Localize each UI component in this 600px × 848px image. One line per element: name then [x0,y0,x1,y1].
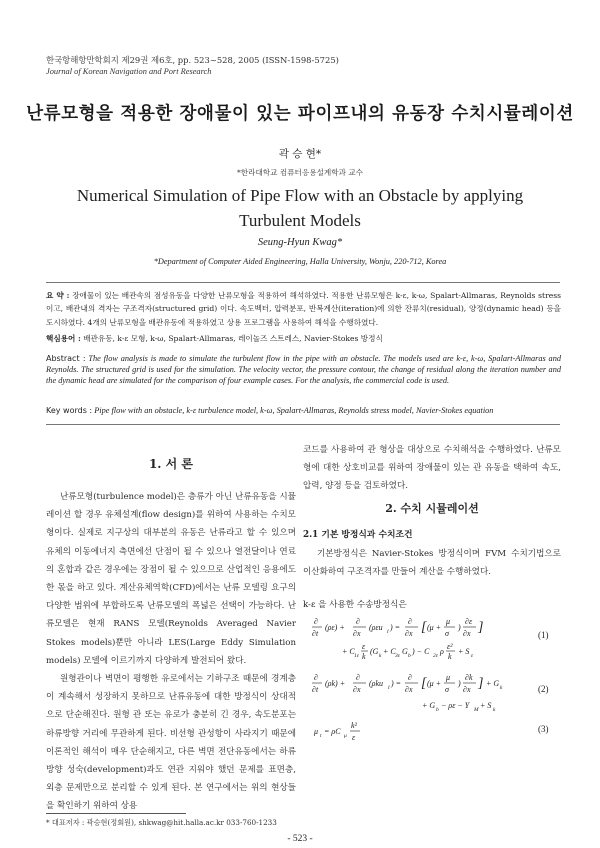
svg-text:) − C: ) − C [412,647,430,656]
svg-text:(μ +: (μ + [427,623,442,632]
keywords-korean-text: 배관유동, k-ε 모형, k-ω, Spalart-Allmaras, 레이놀즈 스트레스, Navier-Stokes 방정식 [83,334,383,343]
svg-text:∂: ∂ [408,673,412,682]
governing-equations-paragraph: 기본방정식은 Navier-Stokes 방정식이며 FVM 수치기법으로 이산화하여 구조격자를 만들어 계산을 수행하였다. [303,549,561,578]
equation-1-number: (1) [538,630,549,640]
title-english-line1: Numerical Simulation of Pipe Flow with an Obstacle by applying [76,186,524,205]
equation-intro: k-ε 을 사용한 수송방정식은 [303,600,407,610]
intro-continuation: 코드를 사용하여 관 형상을 대상으로 수치해석을 수행하였다. 난류모형에 대한 상호비교를 위하여 장애물이 있는 관 유동을 택하여 속도, 압력, 양정 등을 검토하였다. [303,445,561,492]
svg-text:μ: μ [314,727,319,736]
svg-text:ρ: ρ [440,647,444,656]
svg-text:∂x: ∂x [353,629,361,638]
svg-text:∂x: ∂x [353,685,361,694]
svg-text:∂: ∂ [356,673,360,682]
svg-text:): ) [458,679,461,688]
title-english [60,183,540,233]
svg-text:(ρku: (ρku [369,679,384,688]
section-heading-numerical-simulation: 2. 수치 시뮬레이션 [385,502,479,515]
subsection-heading-governing-equations: 2.1 기본 방정식과 수치조건 [303,530,413,540]
svg-text:i: i [388,685,390,691]
svg-text:k: k [448,652,452,661]
title-korean: 난류모형을 적용한 장애물이 있는 파이프내의 유동장 수치시뮬레이션 [26,104,574,124]
affiliation-korean: *한라대학교 컴퓨터응용설계학과 교수 [237,168,363,177]
intro-paragraph-2: 원형관이나 벽면이 평행한 유로에서는 기하구조 때문에 경계층이 계속해서 성장하지 못하므로 난류유동에 대한 방정식이 상대적으로 단순해진다. 원형 관 또는 유로가 충분히 긴 경우, 속도분포는 하류방향 거리에 무관하게 된다. 비선형 관성항이 사라지기 때문에 이론적인 해석이 매우 단순해지고, 다른 벽면 전단유동에서는 하류방향 성숙(development)과도 연관 지워야 했던 문제를 표면층, 외층 문제만으로 분리할 수 있게 된다. 본 연구에서는 위의 현상들을 확인하기 위하여 상용 [46,674,296,812]
svg-text:[: [ [421,676,427,691]
svg-text:[: [ [421,620,427,635]
footnote-corresponding-author: * 대표저자 : 곽승현(정회원), shkwag@hit.halla.ac.kr 033-760-1233 [46,818,277,827]
svg-text:k²: k² [351,721,357,730]
keywords-english [46,406,561,415]
keywords-korean-label: 핵심용어 : [46,334,81,343]
affiliation-english: *Department of Computer Aided Engineering, Halla University, Wonju, 220-712, Korea [153,257,447,266]
abstract-english-label: Abstract : [46,354,86,363]
svg-text:∂x: ∂x [463,629,471,638]
svg-text:k: k [500,685,503,691]
abstract-korean-label: 요 약 : [46,291,70,300]
svg-text:ε: ε [471,653,474,659]
keywords-english-label: Key words : [46,406,93,415]
abstract-bottom-rule [46,424,560,425]
svg-text:): ) [458,623,461,632]
svg-text:∂x: ∂x [405,629,413,638]
svg-text:∂t: ∂t [312,629,319,638]
svg-text:μ: μ [446,617,451,626]
svg-text:∂: ∂ [314,617,318,626]
svg-text:k: k [362,652,366,661]
svg-text:σ: σ [445,629,449,638]
svg-text:∂t: ∂t [312,685,319,694]
author-english: Seung-Hyun Kwag* [257,237,343,248]
svg-text:∂: ∂ [314,673,318,682]
svg-text:+ S: + S [480,701,492,710]
svg-text:∂x: ∂x [463,685,471,694]
svg-text:i: i [387,629,389,635]
svg-text:+ G: + G [422,701,436,710]
svg-text:(ρεu: (ρεu [369,623,383,632]
svg-text:3ε: 3ε [395,653,400,659]
svg-text:ε: ε [352,733,356,742]
equation-1 [312,614,532,664]
svg-text:+ S: + S [458,647,470,656]
svg-text:(μ +: (μ + [427,679,442,688]
abstract-top-rule [46,282,560,283]
journal-name-en: Journal of Korean Navigation and Port Research [46,67,212,76]
abstract-english-text: The flow analysis is made to simulate the turbulent flow in the pipe with an obstacle. The models used are k-ε, k-ω, Spalart-Allmaras and Reynolds. The structured grid is used for the simulation. The velocity vector, the pressure contour, the change of residual along the iteration number and the dynamic head are simulated for the comparison of four example cases. For the analysis, the commercial code is used. [46,354,562,386]
svg-text:ε: ε [362,642,366,651]
svg-text:]: ] [478,620,484,635]
svg-text:∂k: ∂k [465,673,473,682]
svg-text:(ρk) +: (ρk) + [325,679,346,688]
svg-text:σ: σ [445,685,449,694]
equation-3-number: (3) [538,724,549,734]
svg-text:1ε: 1ε [354,653,359,659]
svg-text:∂: ∂ [356,617,360,626]
svg-text:μ: μ [344,733,347,739]
svg-text:b: b [408,653,411,659]
svg-text:G: G [402,647,408,656]
intro-paragraph-1: 난류모형(turbulence model)은 층류가 아닌 난류유동을 시뮬레이션 할 경우 유체설계(flow design)를 위하여 사용하는 수치모형이다. 실제로 지구상의 대부분의 유동은 난류라고 할 수 있으며 유체의 이동에너지 측면에선 단점이 될 수 있으나 열전달이나 연료의 혼합과 같은 경우에는 장점이 될 수 있으므로 산업적인 응용에도 한 몫을 하고 있다. 계산유체역학(CFD)에서는 난류 모델링 요구의 다양한 범위에 부합하도록 난류모델의 폭넓은 선택이 가능하다. 난류모델은 현재 RANS 모델(Reynolds Averaged Navier Stokes models)뿐만 아니라 LES(Large Eddy Simulation models) 모델에 이르기까지 다양하게 발전되어 왔다. [46,492,296,666]
svg-text:k: k [493,707,496,713]
svg-text:∂: ∂ [408,617,412,626]
abstract-english [46,353,561,387]
journal-citation: 한국항해항만학회지 제29권 제6호, pp. 523~528, 2005 (ISSN-1598-5725) [46,55,339,65]
svg-text:= ρC: = ρC [324,727,341,736]
abstract-korean-text: 장애물이 있는 배관속의 점성유동을 다양한 난류모형을 적용하여 해석하였다. 적용한 난류모형은 k-ε, k-ω, Spalart-Allmaras, Reynolds stress 이고, 배관내의 격자는 구조격자(structured grid) 이다. 속도벡터, 압력분포, 반복계산(iteration)에 의한 잔류치(residual), 양정(dynamic head) 등을 도시하였다. 4개의 난류모형을 배관유동에 적용하였고 상용 프로그램을 사용하여 해석을 수행하였다. [46,291,562,327]
svg-text:k: k [379,653,382,659]
svg-text:2ε: 2ε [433,653,438,659]
svg-text:− ρε − Y: − ρε − Y [441,701,470,710]
journal-header [46,55,339,77]
svg-text:+ C: + C [342,647,355,656]
svg-text:μ: μ [446,673,451,682]
svg-text:+ G: + G [486,679,500,688]
keywords-korean [46,333,561,344]
svg-text:ε²: ε² [447,642,453,651]
equation-2 [312,670,532,720]
svg-text:) =: ) = [390,623,401,632]
intro-body [46,488,296,816]
equation-3 [312,718,392,744]
svg-text:∂ε: ∂ε [465,617,473,626]
keywords-english-text: Pipe flow with an obstacle, k-ε turbulence model, k-ω, Spalart-Allmaras, Reynolds stress model, Navier-Stokes equation [94,406,494,415]
section-heading-introduction: 1. 서 론 [148,457,194,471]
svg-text:t: t [320,733,322,739]
page-number: - 523 - [287,834,313,844]
title-english-line2: Turbulent Models [239,211,361,230]
footnote-rule [46,813,186,814]
svg-text:(ρε) +: (ρε) + [325,623,345,632]
equation-2-number: (2) [538,684,549,694]
author-korean: 곽 승 현* [278,148,322,160]
svg-text:+ C: + C [383,647,396,656]
svg-text:]: ] [478,676,484,691]
svg-text:M: M [474,707,479,713]
svg-text:(G: (G [370,647,379,656]
svg-text:) =: ) = [391,679,402,688]
svg-text:∂x: ∂x [405,685,413,694]
abstract-korean [46,289,561,329]
svg-text:b: b [436,707,439,713]
